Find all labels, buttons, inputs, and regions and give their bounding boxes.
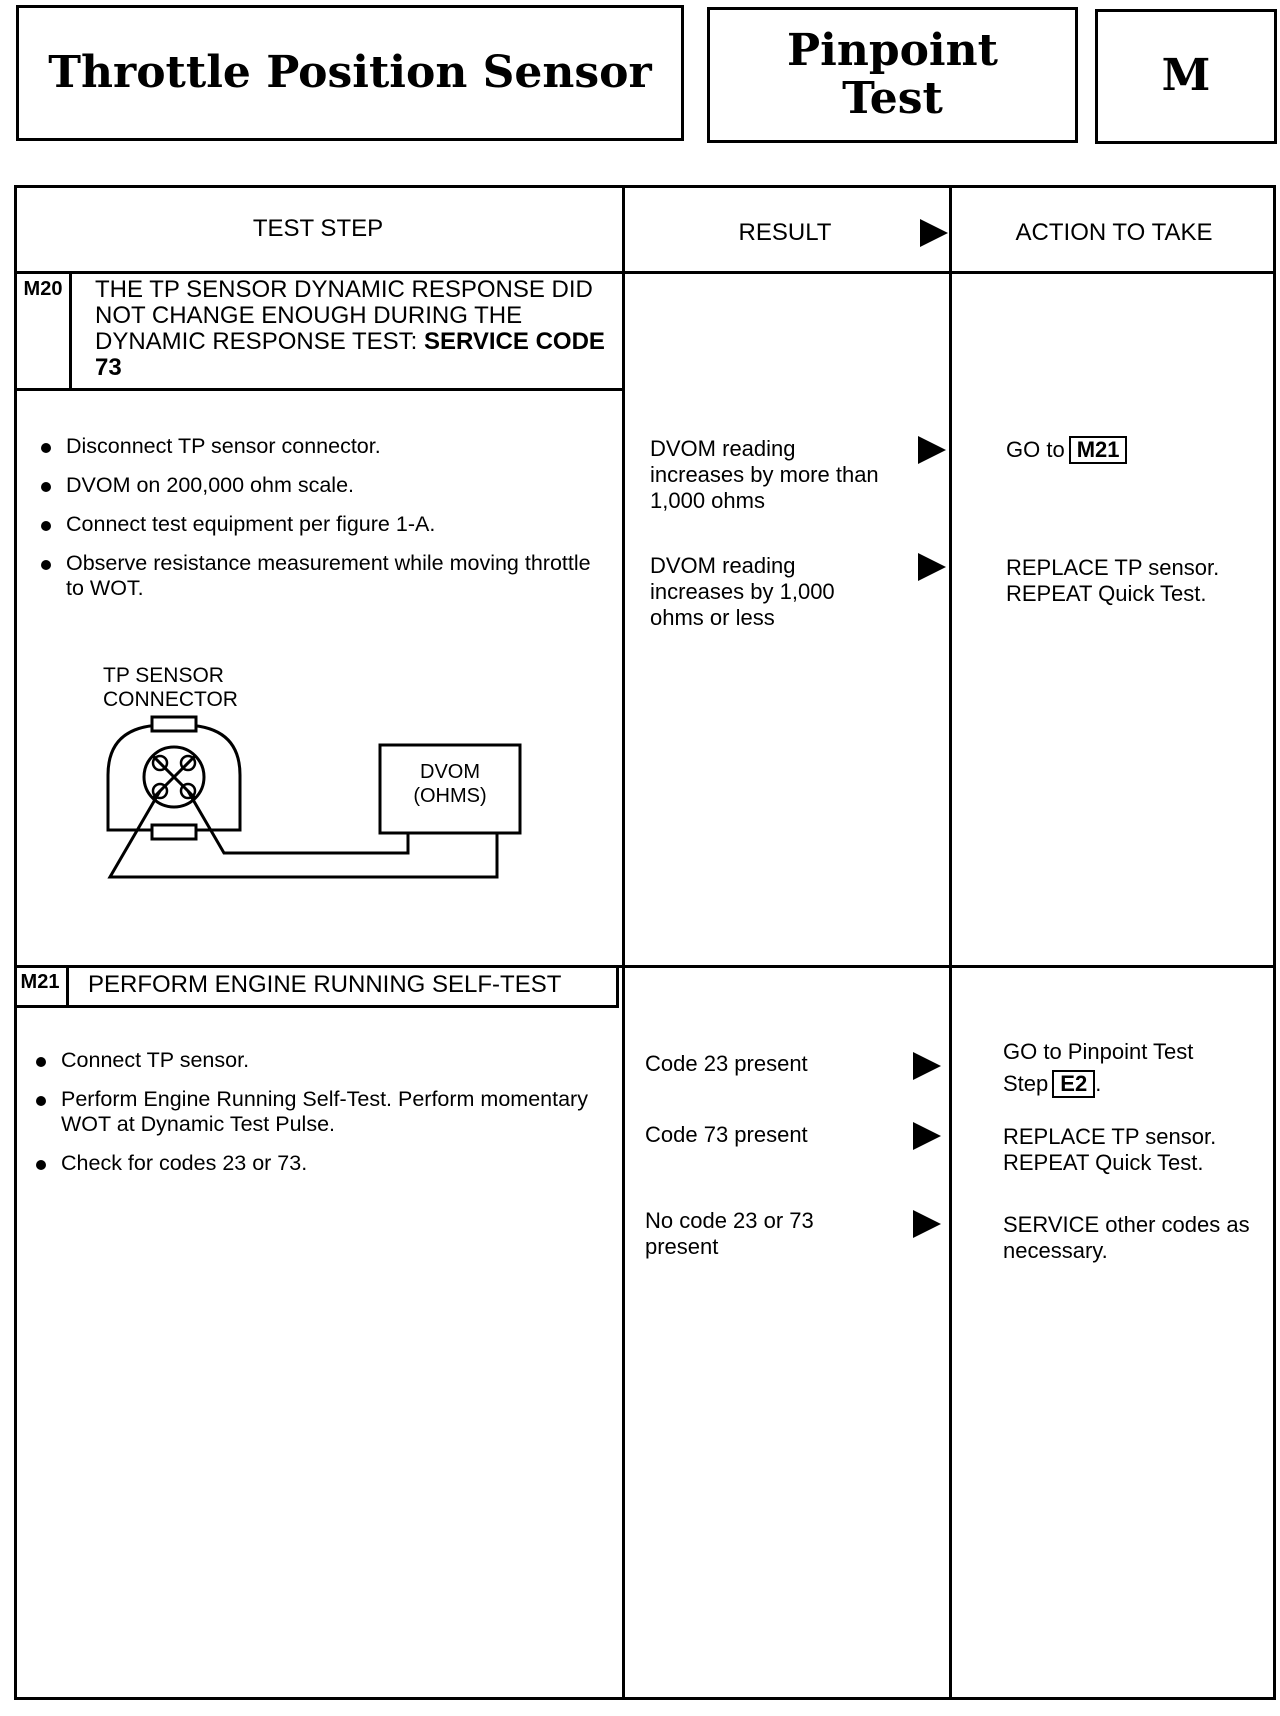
pinpoint-label: Pinpoint [787, 24, 998, 76]
m21-action-3: SERVICE other codes as necessary. [1003, 1212, 1250, 1263]
dvom-label: DVOM (OHMS) [413, 761, 487, 807]
test-letter-box [1095, 9, 1277, 144]
page-title: Throttle Position Sensor [48, 46, 652, 98]
header-row-divider [14, 271, 1276, 274]
connector-tab-bottom [152, 825, 196, 839]
m21-action-1: GO to Pinpoint Test Step E2 . [1003, 1039, 1194, 1096]
column-divider-1 [622, 185, 625, 1700]
m20-title: THE TP SENSOR DYNAMIC RESPONSE DID NOT CHANGE ENOUGH DURING THE DYNAMIC RESPONSE TEST: SERVICE CODE 73 [95, 276, 605, 381]
m20-result-2: DVOM reading increases by 1,000 ohms or less [650, 553, 835, 630]
step-tag-m21: M21 [14, 968, 69, 1005]
page-title-box [16, 5, 684, 141]
list-item: Perform Engine Running Self-Test. Perform momentary WOT at Dynamic Test Pulse. [33, 1087, 593, 1137]
list-item: Connect TP sensor. [33, 1048, 593, 1073]
m21-step-list [33, 1048, 593, 1190]
connector-tab-top [152, 717, 196, 731]
m20-m21-divider [14, 965, 1276, 968]
m20-result-1: DVOM reading increases by more than 1,000 ohms [650, 436, 879, 513]
m20-step-list [38, 434, 598, 615]
figure-label-sensor: TP SENSOR CONNECTOR [103, 664, 238, 711]
pinpoint-test-box [707, 7, 1078, 143]
column-header-action: ACTION TO TAKE [1015, 219, 1213, 246]
m21-header-divider [14, 1005, 619, 1008]
step-ref-e2[interactable]: E2 [1052, 1070, 1095, 1098]
column-header-result: RESULT [738, 219, 832, 246]
arrow-icon [918, 436, 946, 464]
list-item: Disconnect TP sensor connector. [38, 434, 598, 459]
m20-action-1: GO to M21 [1006, 436, 1266, 464]
test-table [14, 185, 1276, 1700]
m21-action-2: REPLACE TP sensor. REPEAT Quick Test. [1003, 1124, 1217, 1175]
test-lead-2 [188, 791, 408, 853]
arrow-icon [913, 1052, 941, 1080]
m20-action-2: REPLACE TP sensor. REPEAT Quick Test. [1006, 555, 1220, 606]
step-tag-m20: M20 [17, 274, 72, 388]
list-item: DVOM on 200,000 ohm scale. [38, 473, 598, 498]
m21-title: PERFORM ENGINE RUNNING SELF-TEST [88, 971, 562, 998]
list-item: Observe resistance measurement while moving throttle to WOT. [38, 551, 598, 601]
list-item: Connect test equipment per figure 1-A. [38, 512, 598, 537]
arrow-icon [913, 1122, 941, 1150]
m20-header-divider [14, 388, 622, 391]
arrow-icon [918, 553, 946, 581]
m21-result-3: No code 23 or 73 present [645, 1208, 814, 1259]
test-label: Test [842, 73, 943, 124]
column-divider-2 [949, 185, 952, 1700]
test-letter: M [1161, 50, 1211, 102]
m21-result-1: Code 23 present [645, 1051, 808, 1076]
m21-result-2: Code 73 present [645, 1122, 808, 1147]
result-arrow-icon [920, 219, 948, 247]
column-header-test-step: TEST STEP [252, 215, 384, 242]
arrow-icon [913, 1210, 941, 1238]
list-item: Check for codes 23 or 73. [33, 1151, 593, 1176]
step-ref-m21[interactable]: M21 [1069, 436, 1128, 464]
